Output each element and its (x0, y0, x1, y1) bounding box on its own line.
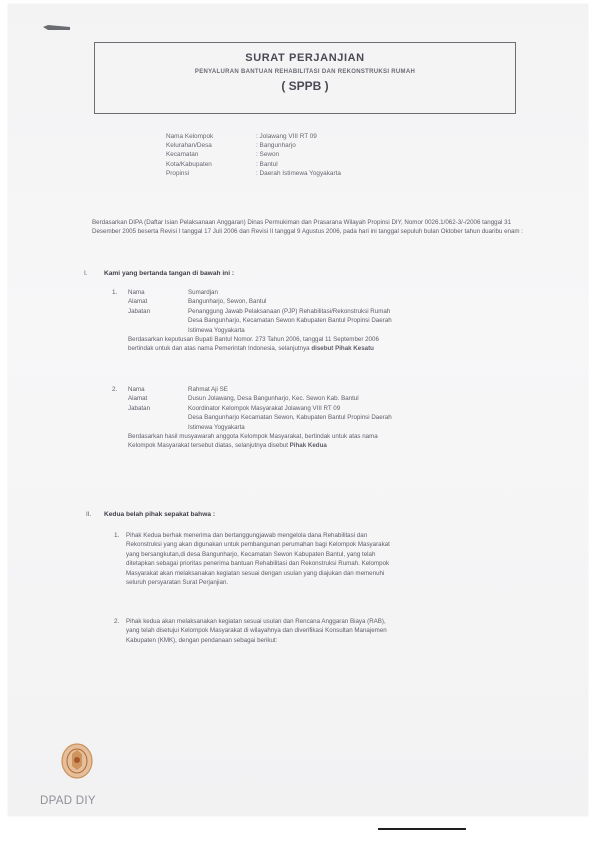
party-basis: Berdasarkan keputusan Bupati Bantul Nomor. 273 Tahun 2006, tanggal 11 September 2006 bertindak untuk dan atas nama Pemerintah Indonesia, selanjutnya disebut Pihak Kesatu (128, 336, 379, 353)
info-label: Kelurahan/Desa (166, 142, 212, 150)
section-heading: Kami yang bertanda tangan di bawah ini : (104, 270, 235, 277)
party-designation: Pihak Kedua (289, 442, 327, 450)
field-label: Alamat (128, 395, 148, 403)
info-row (166, 160, 341, 169)
info-row (166, 141, 341, 150)
party-number: 2. (112, 386, 118, 393)
info-label: Kota/Kabupaten (166, 160, 212, 168)
dpad-seal-icon (60, 742, 94, 782)
section-number: I. (84, 270, 88, 277)
document-subtitle: PENYALURAN BANTUAN REHABILITASI DAN REKONSTRUKSI RUMAH (194, 69, 416, 75)
staple-icon (42, 24, 72, 32)
item-number: 2. (114, 618, 120, 625)
agreement-item-2: Pihak kedua akan melaksanakan kegiatan sesuai usulan dan Rencana Anggaran Biaya (RAB), yang telah disetujui Kelompok Masyarakat di wilayahnya dan diverifikasi Konsultan Manajemen Kabupaten (KMK), dengan pendanaan sebagai berikut: (126, 618, 387, 644)
group-info (166, 132, 341, 178)
item-number: 1. (114, 532, 120, 539)
party-address: Bangunharjo, Sewon, Bantul (188, 298, 267, 306)
party-designation: disebut Pihak Kesatu (311, 345, 374, 353)
archive-label: DPAD DIY (40, 795, 96, 807)
info-value: : Daerah Istimewa Yogyakarta (256, 169, 341, 177)
section-number: II. (86, 511, 92, 518)
info-value: : Sewon (256, 151, 280, 159)
document-page (8, 4, 588, 816)
party-name: Sumardjan (188, 289, 218, 296)
party-address: Dusun Jolawang, Desa Bangunharjo, Kec. Sewon Kab. Bantul (188, 395, 359, 403)
info-value: : Bantul (256, 160, 278, 168)
info-value: : Bangunharjo (256, 142, 296, 150)
info-value: : Jolawang VIII RT 09 (256, 133, 317, 140)
section-heading: Kedua belah pihak sepakat bahwa : (104, 511, 216, 518)
info-label: Propinsi (166, 169, 190, 177)
field-label: Alamat (128, 298, 148, 306)
party-1 (128, 288, 528, 354)
party-number: 1. (112, 289, 118, 296)
document-code: ( SPPB ) (281, 79, 329, 93)
info-row (166, 150, 341, 159)
party-2 (128, 385, 528, 451)
title-box (94, 42, 516, 114)
field-label: Nama (128, 386, 145, 393)
info-row (166, 132, 341, 141)
info-row (166, 169, 341, 178)
info-label: Kecamatan (166, 151, 199, 159)
field-label: Nama (128, 289, 145, 296)
agreement-item-1: Pihak Kedua berhak menerima dan bertanggungjawab mengelola dana Rehabilitasi dan Rekonstruksi yang akan digunakan untuk pembangunan perumahan bagi Kelompok Masyarakat yang bersangkutan,di desa Bangunharjo, Kecamatan Sewon Kabupaten Bantul, yang telah ditetapkan sebagai prioritas penerima bantuan Rehabilitasi dan Rekonstruksi Rumah. Kelompok Masyarakat akan melaksanakan kegiatan sesuai dengan usulan yang diajukan dan memenuhi seluruh persyaratan Surat Perjanjian. (126, 532, 390, 587)
party-position: Penanggung Jawab Pelaksanaan (PJP) Rehabilitasi/Rekonstruksi Rumah Desa Bangunharjo, Kecamatan Sewon Kabupaten Bantul Propinsi Daerah Istimewa Yogyakarta (188, 307, 392, 334)
divider-line (378, 828, 466, 830)
party-name: Rahmat Aji SE (188, 386, 228, 393)
field-label: Jabatan (128, 404, 151, 412)
intro-paragraph: Berdasarkan DIPA (Daftar Isian Pelaksanaan Anggaran) Dinas Permukiman dan Prasarana Wilayah Propinsi DIY, Nomor 0026.1/062-3/-/2006 tanggal 31 Desember 2005 beserta Revisi I tanggal 17 Juli 2006 dan Revisi II tanggal 9 Agustus 2006, pada hari ini tanggal sepuluh bulan Oktober tahun duaribu enam : (92, 219, 524, 236)
field-label: Jabatan (128, 307, 151, 315)
party-basis: Berdasarkan hasil musyawarah anggota Kelompok Masyarakat, bertindak untuk atas nama Kelompok Masyarakat tersebut diatas, selanjutnya disebut Pihak Kedua (128, 433, 378, 450)
document-title: SURAT PERJANJIAN (245, 52, 365, 64)
info-label: Nama Kelompok (166, 133, 214, 140)
party-position: Koordinator Kelompok Masyarakat Jolawang VIII RT 09 Desa Bangunharjo Kecamatan Sewon, Kabupaten Bantul Propinsi Daerah Istimewa Yogyakarta (188, 404, 392, 431)
